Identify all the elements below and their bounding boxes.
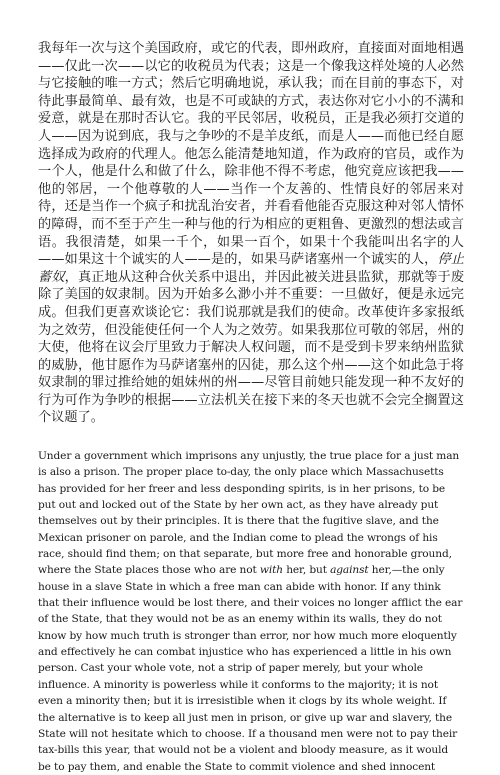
english-text-part3: her,—the only house in a slave State in which a free man can abide with honor. If any think that their influence would be lost there, and their voices no longer afflict the ear of the State, that they would not be as an enemy within its walls, they do not know by how much truth is stronger than error, nor how much more eloquently and effectively he can combat injustice who has experienced a little in his own person. Cast your whole vote, not a strip of paper merely, but your whole influence. A minority is powerless while it conforms to the majority; it is not even a minority then; but it is irresistible when it clogs by its whole weight. If the alternative is to keep all just men in prison, or give up war and slavery, the State will not hesitate which to choose. If a thousand men were not to pay their tax-bills this year, that would not be a violent and bloody measure, as it would be to pay them, and enable the State to commit violence and shed innocent [38, 564, 463, 773]
english-text-part2: her, but [282, 564, 331, 577]
chinese-text-part1: 我每年一次与这个美国政府，或它的代表，即州政府，直接面对面地相遇——仅此一次——以它的收税员为代表；这是一个像我这样处境的人必然与它接触的唯一方式；然后它明确地说，承认我；而在目前的事态下，对待此事最简单、最有效，也是不可或缺的方式，表达你对它小小的不满和爱意，就是在那时否认它。我的平民邻居，收税员，正是我必须打交道的人——因为说到底，我与之争吵的不是羊皮纸，而是人——而他已经自愿选择成为政府的代理人。他怎么能清楚地知道，作为政府的官员，或作为一个人，他是什么和做了什么，除非他不得不考虑，他究竟应该把我——他的邻居，一个他尊敬的人——当作一个友善的、性情良好的邻居来对待，还是当作一个疯子和扰乱治安者，并看看他能否克服这种对邻人情怀的障碍，而不至于产生一种与他的行为相应的更粗鲁、更激烈的想法或言语。我很清楚，如果一千个，如果一百个，如果十个我能叫出名字的人——如果这十个诚实的人——是的，如果马萨诸塞州一个诚实的人， [38, 41, 464, 268]
english-text-part1: Under a government which imprisons any unjustly, the true place for a just man is also a prison. The proper place to-day, the only place which Massachusetts has provided for her freer and less desponding spirits, is in her prisons, to be put out and locked out of the State by her own act, as they have already put themselves out by their principles. It is there that the fugitive slave, and the Mexican prisoner on parole, and the Indian come to plead the wrongs of his race, should find them; on that separate, but more free and honorable ground, where the State places those who are not [38, 450, 460, 577]
chinese-text-part3: ，真正地从这种合伙关系中退出，并因此被关进县监狱，那就等于废除了美国的奴隶制。因为开始多么渺小并不重要：一旦做好，便是永远完成。但我们更喜欢谈论它：我们说那就是我们的使命。改革使许多家报纸为之效劳，但没能使任何一个人为之效劳。如果我那位可敬的邻居，州的大使，他将在议会厅里致力于解决人权问题，而不是受到卡罗来纳州监狱的威胁，他甘愿作为马萨诸塞州的囚徒，那么这个州——这个如此急于将奴隶制的罪过推给她的姐妹州的州——尽管目前她只能发现一种不友好的行为可作为争吵的根据——立法机关在接下来的冬天也就不会完全搁置这个议题了。 [38, 269, 465, 426]
chinese-italic-phrase: 停止蓄奴 [38, 252, 465, 285]
english-italic-against: against [330, 564, 369, 577]
chinese-translation-paragraph [38, 40, 464, 427]
english-italic-with: with [259, 564, 283, 577]
english-paragraph-text [38, 448, 464, 775]
english-original-paragraph [38, 448, 464, 775]
